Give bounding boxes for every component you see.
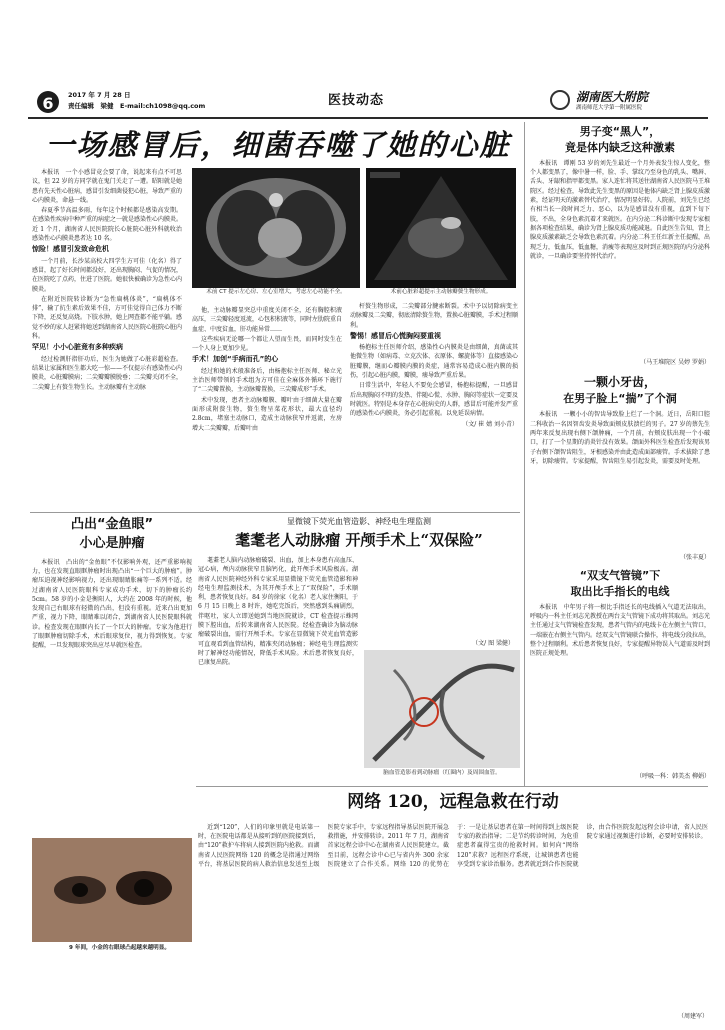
lead-paragraph: 经过和她的术般准备后，由杨抱标主任医师、秘立光主治医师带领的手术组为方可佳在全麻体外循环下施行了“二尖瓣置换，主动脉瓣置换，三尖瓣成形”手术。 — [192, 367, 342, 394]
lead-paragraph: 经过检测肝指肝功后，医生为她做了心脏彩超检查。结果让家属和医生都大吃一惊——不仅提示有感染性心内膜炎，心脏瓣膜病；二尖瓣瓣膜脱垂；二尖瓣关闭不全，二尖瓣上有赘生物生长。主动脉瓣有主动脉 — [32, 355, 182, 391]
lead-paragraph: 在附近医院转诊断为“急性扁桃体炎”，“扁桃体不排”，输了抗生素后效果不佳，方可佳觉得自己体力不断下降，还反复高烧。下肢水肿，她上网查都不能平躺。感觉不妙的家人赶紧将她送到湖南省人民医院心脏院心脏内科。 — [32, 295, 182, 341]
lead-subhead-2: 罕见！小小心脏竟有多种疾病 — [32, 343, 123, 352]
lead-headline: 一场感冒后，细菌吞噬了她的心脏 — [45, 128, 511, 162]
lead-paragraph: 他，主动脉瓣显突总中重度关闭不全，还有胸腔积液高压，三尖瓣轻度返流，心包积积液等，同时左肋院重自血症、中度贫血，肝功能异常…… — [192, 307, 342, 333]
story-black-man — [530, 124, 710, 372]
lead-paragraph: 这些疾病无论哪一个都让人望而生畏，而同时发生在一个人身上更加少见。 — [192, 335, 342, 353]
story-headline-line2: 在男子脸上“揣”了个洞 — [563, 392, 677, 406]
story-credit: （文/ 图 梁健） — [472, 640, 514, 647]
masthead — [28, 90, 708, 116]
ct-scan-image — [192, 168, 360, 288]
story-text: 本报讯 一颗小小的智齿导致脸上烂了一个洞。近日，岳阳口腔二科收治一名因智齿发炎导致面颊皮肤溃烂的男子。27 岁的蔡先生两年来反复出现右侧下颌肿痛，一个月前，右颊皮肤出现一个小破口，打了一个星期的消炎针没有效果。颌面外科医生检查后发现该男子右侧下颌智齿阻生，牙根感染并由此造成面部瘘管。手术拔除了患牙，切除瘘管。专家提醒，智齿阻生易引起发炎，需要及时处理。 — [530, 411, 710, 465]
section-rule — [30, 512, 520, 513]
story-text: 本报讯 谭刚 53 岁的刘先生最近一个月外表发生惊人变化，整个人都变黑了，像中暑一样，脸、手、掌纹乃至身色的乳头、嘴唇、舌头、牙龈和指甲都变黑。家人连忙将其送往湖南省人民医院马王堆院区。经过检查，导致此先生变黑的原因是他体内缺乏肾上腺皮质激素，经证明天的激素替代治疗，情况明显好转。人院前，刘先生已经有相当长一段时间乏力、恶心，以为是感冒没有重视，直到下旬下肢，不出，全身色素沉着才来就医。在内分泌二科诊断中发现专家根据各项检查结果，确诊为肾上腺皮质功能减退。自此医生告知，肾上腺皮质激素缺乏会导致色素沉着。内分泌二科王任红新主任提醒，出现乏力，低血压，低血糖，消瘦等表现应及时到正规医院的内分泌科就诊，一旦确诊要坚持替代治疗。 — [530, 159, 710, 260]
echo-caption: 术前心脏彩超提示主动脉瓣赘生物形成。 — [390, 289, 492, 295]
lead-col-2 — [192, 306, 342, 511]
angiogram-image — [364, 650, 520, 768]
story-credit: （周建军） — [677, 1012, 708, 1020]
story-body — [198, 823, 708, 1013]
editor-line: 责任编辑 梁健 E-mail:ch1098@qq.com — [68, 102, 206, 110]
echo-photo — [366, 168, 516, 288]
story-headline-line2: 取出比手指长的电线 — [570, 584, 670, 598]
lead-paragraph: 一个月前，长沙某高校大四学生方可佳（化名）得了感冒，起了好长时间都没好，还出现胸闷、气促的情况，在医院吃了点药，住进了医院。她很快被确诊为急性心内膜炎。 — [32, 257, 182, 293]
eye-photo — [32, 838, 192, 942]
eye-caption: 9 年间，小金的右眼球凸起越来越明显。 — [69, 945, 170, 951]
lead-subhead-1: 惊险！感冒引发致命危机 — [32, 245, 109, 254]
page-number: 6 — [42, 94, 54, 113]
issue-date: 2017 年 7 月 28 日 — [68, 91, 131, 99]
lead-col-3 — [350, 302, 518, 507]
right-col-rule — [524, 122, 525, 786]
story-kicker: 显微镜下荧光血管造影、神经电生理监测 — [287, 517, 431, 526]
story-body — [530, 159, 710, 359]
story-text: 近到“120”，人们的印象里就是电话第一时，在医院电话都是从接听到的医院接到后，由“120”救护车将病人接到医院内抢救。而湖南省人民医院网络 120 的概念是指通过网络平台，将基层医院的病人救治信息发送至上级医院专家手中，专家远程指导基层医院开展急救措施，并安排转诊。2011 年 7 月，湖南省首家远程会诊中心在湖南省人民医院建立。截至目前，远程会诊中心已与省内外 300 余家医院建立了合作关系。网络 120 的优势在于：一是让基层患者在第一时间得到上级医院专家的救治指导；二是节约转诊时间，为危重症患者赢得宝贵的抢救时间。如何向“网络 120”求救？远程医疗系统，让城镇患者也能享受到专家诊治服务。患者就近到合作医院就诊，由合作医院发起远程会诊申请，省人民医院专家通过视频进行诊断，必要时安排转诊。 — [198, 823, 708, 868]
lead-paragraph: 杨抱标主任医师介绍，感染性心内膜炎是由细菌，真菌或其他微生物（如病毒、立克次体、衣原体、螺旋体等）直接感染心脏瓣膜，继而心瓣膜内膜的炎症，通常容易造成心脏内膜的损伤，引起心脏内膜，瓣膜，瘘导致严重后果。 — [350, 344, 518, 380]
paper-name: 湖南医大附院 — [576, 90, 649, 104]
lead-paragraph: 术中发现，患者主动脉瓣膜、瓣叶由于细菌大量在瓣面形成附赘生物，赘生物呈菜花形状，最大直径约 2.8cm，堵塞主动脉口，造成主动脉狭窄并返流，左房增大二尖瓣瓣，后瓣叶由 — [192, 396, 342, 432]
story-credit: （呼吸一科：韩美杰 柳娟） — [636, 772, 710, 780]
story-headline-line1: 凸出“金鱼眼” — [70, 517, 154, 532]
story-credit: （张丰夏） — [679, 554, 710, 562]
angiogram-caption: 脑血管造影看到动脉瘤（红圈内）及周围血管。 — [383, 770, 501, 776]
ct-scan-photo — [192, 168, 360, 288]
lead-paragraph: 春夏季节高温多雨，每年这个时候都是感染高发期。在感染性疾病中种严重的病症之一就是感染性心内膜炎。近 1 个月，湖南省人民医院院长心脏院心脏外科就收治感染性心内膜炎患者达 10 名。 — [32, 207, 182, 243]
paper-subtitle: 湖南师范大学第一附属医院 — [576, 105, 643, 111]
story-body — [32, 558, 192, 848]
lead-paragraph: 杆赘生物形成，二尖瓣部分腱索断裂。术中予以切除病变主动脉瓣及二尖瓣，彻底清除赘生物，置换心脏瓣膜，手术过程顺利。 — [350, 303, 518, 329]
story-network-120 — [198, 790, 708, 1020]
lead-subhead-3: 手术！加创“手病而孔”的心 — [192, 355, 279, 364]
page-number-badge — [36, 90, 60, 114]
story-body — [530, 410, 710, 554]
story-wire — [530, 568, 710, 786]
story-headline: 耄耄老人动脉瘤 开颅手术上“双保险” — [235, 530, 483, 549]
story-headline-line2: 竟是体内缺乏这种激素 — [565, 140, 675, 154]
bottom-rule — [196, 786, 708, 787]
lead-credit: （文/ 崔 婧 刘小青） — [462, 420, 518, 428]
story-headline-line2: 小心是肿瘤 — [79, 535, 145, 551]
echocardiogram-image — [366, 168, 516, 288]
story-tooth — [530, 374, 710, 566]
lead-col-1 — [32, 168, 182, 508]
lead-intro: 本报讯 一个小感冒竟会要了命，说起来有点不可思议，但 22 岁的方同学就在鬼门关走了一遭。昭阳就是她患有先天性心脏病，感冒引发细菌侵犯心脏，导致严重的心内膜炎，命悬一线。 — [32, 169, 182, 204]
story-headline-line1: 一颗小牙齿， — [583, 375, 656, 389]
story-headline-line1: 男子变“黑人”， — [579, 125, 661, 138]
story-headline-line1: “双支气管镜”下 — [579, 569, 661, 582]
paper-logo — [550, 90, 570, 110]
ct-caption: 术前 CT 提示左心房、左心室增大，考虑左心功能不全。 — [206, 289, 346, 295]
angiogram-photo — [364, 650, 520, 768]
story-text: 耄耋老人脑内动脉瘤破裂、出血，加上本身患有高血压、冠心病，颅内动脉狭窄且脑钙化，此开颅手术风险极高。湖南省人民医院神经外科专家采用显微镜下荧光血管造影和神经电生理监测技术，为其开颅手术上了“双保险”，手术顺利，患者恢复良好。84 岁的徐家（化名）老人家住衡阳，于 6 月 15 日晚上 8 时许，她吃完饭后，突然感到头痛剧烈，伴呕吐，家人立即送她到当地医院就诊，CT 检查提示蛛网膜下腔出血，后转来湖南省人民医院。经检查确诊为脑动脉瘤破裂出血，需行开颅手术。专家在显微镜下荧光血管造影可直观看到血管结构，精准夹闭动脉瘤；神经电生理监测实时了解神经功能情况，降低手术风险。术后患者恢复良好，已康复出院。 — [198, 557, 358, 667]
lead-paragraph: 日常生活中，年轻人不要免会感冒，杨抱标提醒，一旦感冒后出现胸闷不明的发热、伴随心慌、水肿、胸闷等症状一定要及时就医。特别是本身存在心脏病史的人群，感冒后可能并发严重的感染性心内膜炎，务必引起重视。以免延误病情。 — [350, 382, 518, 418]
story-text: 本报讯 凸出的“金鱼眼”不仅影响外观，还严重影响视力，也在发现直眼眶肿瘤时出现凸出“一个巨大的肿瘤”。肿瘤压迫视神经影响视力，还出现眼睛胀痛等一系列不适。经过湖南省人民医院眼科专家成功手术，切下的肿瘤长约 5cm。58 岁的小金是衡阳人，大约在 2008 年的时候，他发现自己右眼球有轻微的凸出，但没有重视。近来凸出更加严重，视力下降，眼睛难以闭合，到湖南省人民医院眼科就诊。检查发现在眼眶内长了一个巨大的肿瘤。专家为他进行了眼眶肿瘤切除手术，术后眼球复位，视力得到恢复。专家提醒，一旦发现眼球突出应尽早就医检查。 — [32, 558, 192, 650]
lead-subhead-4: 警惕！感冒后心慌胸闷要重视 — [350, 331, 441, 340]
story-body — [198, 556, 358, 766]
story-text: 本报讯 中年男子将一根比手指还长的电线插入气道无法取出，呼吸内一科主任刘志光教授在两台支气管镜下成功将其取出。刘志光主任通过支气管镜检查发现，患者气管内的电线卡在左侧主气管口，一端嵌在右侧主气管内。经双支气管镜联合操作，将电线分段拉出，整个过程顺利。术后患者恢复良好，专家提醒异物误入气道需及时到医院正规处理。 — [530, 603, 710, 658]
story-credit: （马王堆院区 吴婷 罗娟） — [640, 358, 710, 366]
story-body — [530, 603, 710, 773]
story-headline: 网络 120，远程急救在行动 — [347, 792, 559, 812]
header-rule — [28, 117, 708, 119]
section-title: 医技动态 — [328, 93, 385, 108]
patient-eye-image — [32, 838, 192, 942]
